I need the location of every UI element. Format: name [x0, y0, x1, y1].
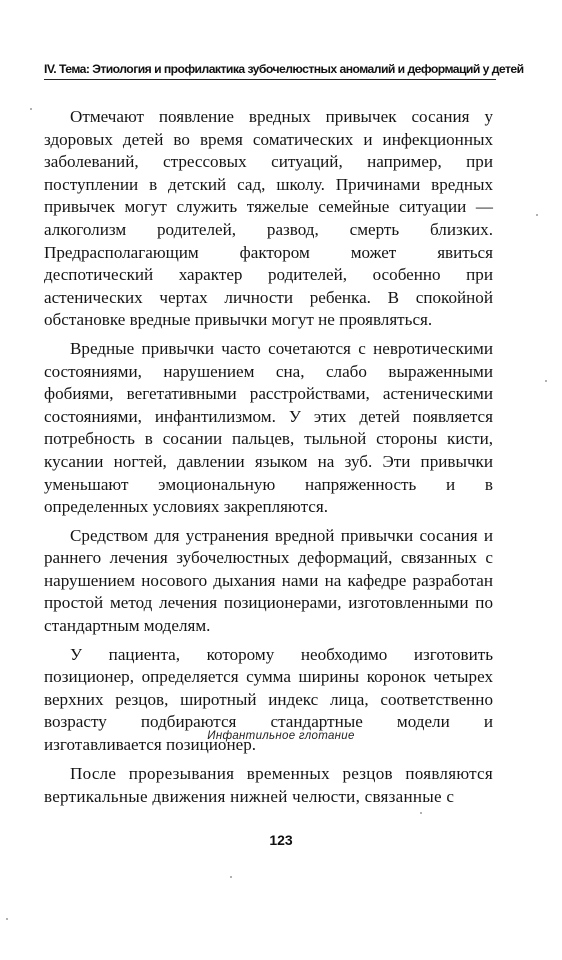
scan-speck: [545, 380, 547, 382]
main-text: [44, 106, 493, 763]
scan-speck: [6, 918, 8, 920]
paragraph-2: Вредные привычки часто сочетаются с невротическими состояниями, нарушением сна, слабо выраженными фобиями, вегетативными расстройствами, астеническими состояниями, инфантилизмом. У этих детей появляется потребность в сосании пальцев, тыльной стороны кисти, кусании ногтей, давлении языком на зуб. Эти привычки уменьшают эмоциональную напряженность и в определенных условиях закрепляются.: [44, 338, 493, 517]
scan-speck: [420, 812, 422, 814]
page-number: 123: [269, 832, 293, 848]
running-head: IV. Тема: Этиология и профилактика зубочелюстных аномалий и деформаций у детей: [44, 62, 524, 76]
section-text: [44, 762, 493, 814]
paragraph-3: Средством для устранения вредной привычки сосания и раннего лечения зубочелюстных деформаций, связанных с нарушением носового дыхания нами на кафедре разработан простой метод лечения позиционерами, изготовленными по стандартным моделям.: [44, 525, 493, 636]
scan-speck: [230, 876, 232, 878]
paragraph-5: После прорезывания временных резцов появляются вертикальные движения нижней челюсти, связанные с: [44, 764, 493, 806]
section-title: Инфантильное глотание: [207, 730, 355, 742]
header-rule: [44, 79, 496, 80]
paragraph-1: Отмечают появление вредных привычек сосания у здоровых детей во время соматических и инфекционных заболеваний, стрессовых ситуаций, например, при поступлении в детский сад, школу. Причинами вредных привычек могут служить тяжелые семейные ситуации — алкоголизм родителей, развод, смерть близких. Предрасполагающим фактором может явиться деспотический характер родителей, особенно при астенических чертах личности ребенка. В спокойной обстановке вредные привычки могут не проявляться.: [44, 107, 493, 330]
paragraph-4: У пациента, которому необходимо изготовить позиционер, определяется сумма ширины коронок четырех верхних резцов, широтный индекс лица, соответственно возрасту подбираются стандартные модели и изготавливается позиционер.: [44, 644, 493, 755]
scan-speck: [30, 108, 32, 110]
scan-speck: [536, 214, 538, 216]
